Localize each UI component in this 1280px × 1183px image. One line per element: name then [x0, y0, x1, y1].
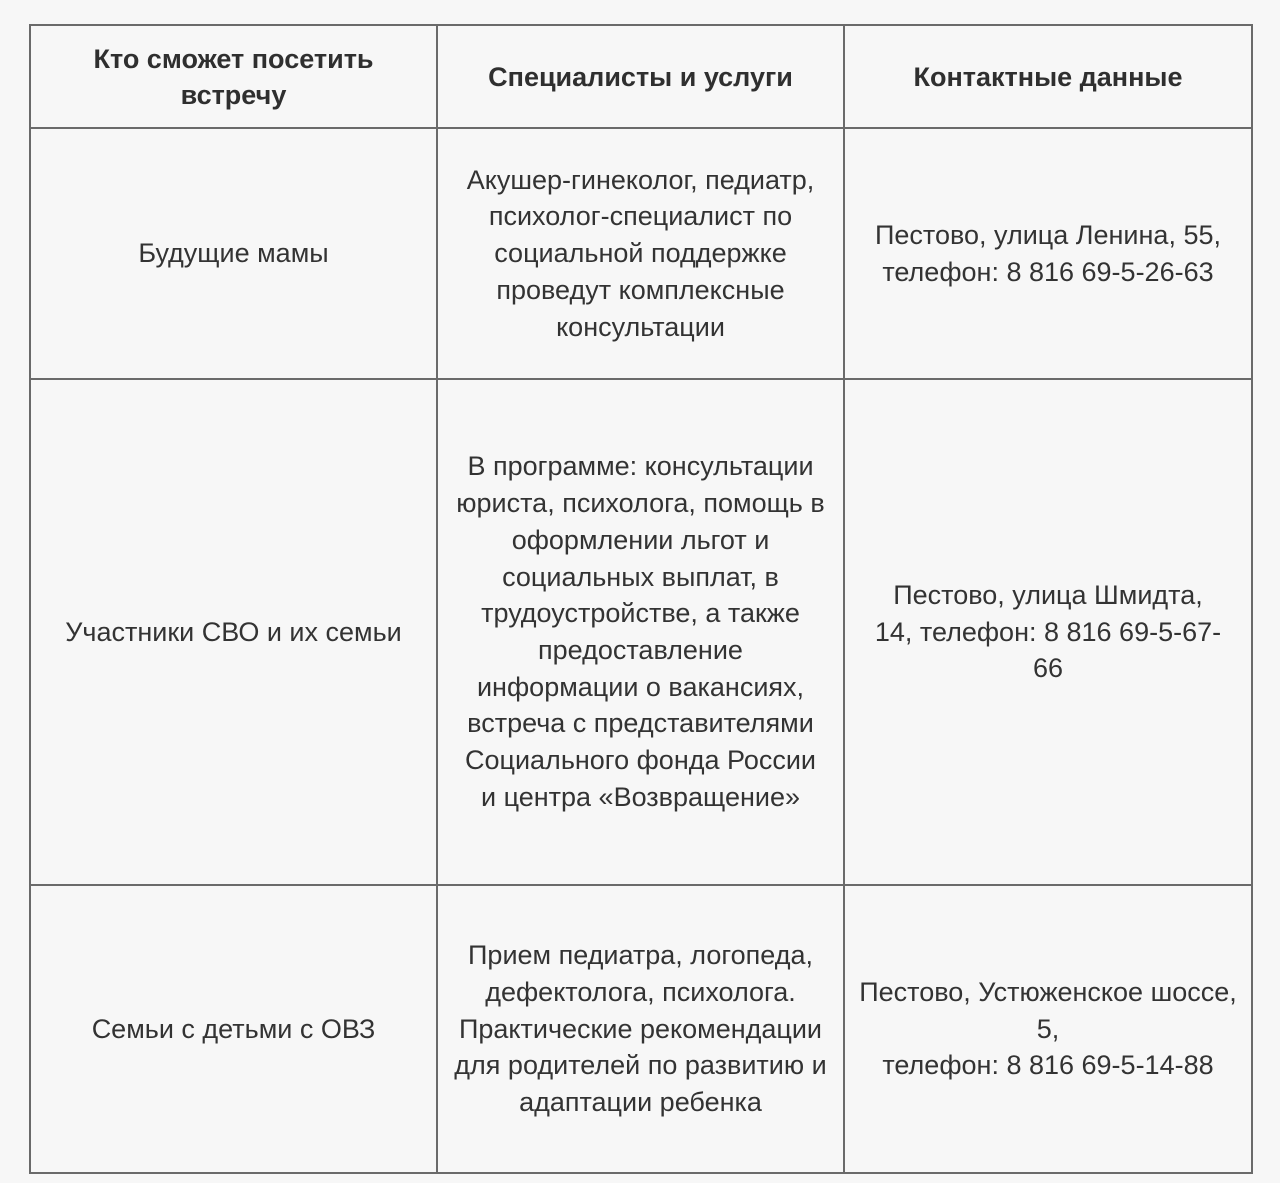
cell-contacts: Пестово, улица Шмидта, 14, телефон: 8 816 69-5-67-66 [844, 379, 1252, 885]
cell-who: Семьи с детьми с ОВЗ [30, 885, 437, 1173]
table-row [30, 885, 1252, 1173]
cell-contacts: Пестово, улица Ленина, 55, телефон: 8 816 69-5-26-63 [844, 128, 1252, 379]
header-contacts: Контактные данные [844, 25, 1252, 128]
table-row [30, 128, 1252, 379]
cell-services: В программе: консультации юриста, психолога, помощь в оформлении льгот и социальных выплат, в трудоустройстве, а также предоставление информации о вакансиях, встреча с представителями Социального фонда России и центра «Возвращение» [437, 379, 844, 885]
cell-services: Акушер-гинеколог, педиатр, психолог-специалист по социальной поддержке проведут комплексные консультации [437, 128, 844, 379]
cell-services: Прием педиатра, логопеда, дефектолога, психолога. Практические рекомендации для родителей по развитию и адаптации ребенка [437, 885, 844, 1173]
cell-who: Участники СВО и их семьи [30, 379, 437, 885]
cell-who: Будущие мамы [30, 128, 437, 379]
header-services: Специалисты и услуги [437, 25, 844, 128]
table-header-row [30, 25, 1252, 128]
table-row [30, 379, 1252, 885]
info-table [29, 24, 1253, 1174]
cell-contacts: Пестово, Устюженское шоссе, 5, телефон: 8 816 69-5-14-88 [844, 885, 1252, 1173]
header-who: Кто сможет посетить встречу [30, 25, 437, 128]
